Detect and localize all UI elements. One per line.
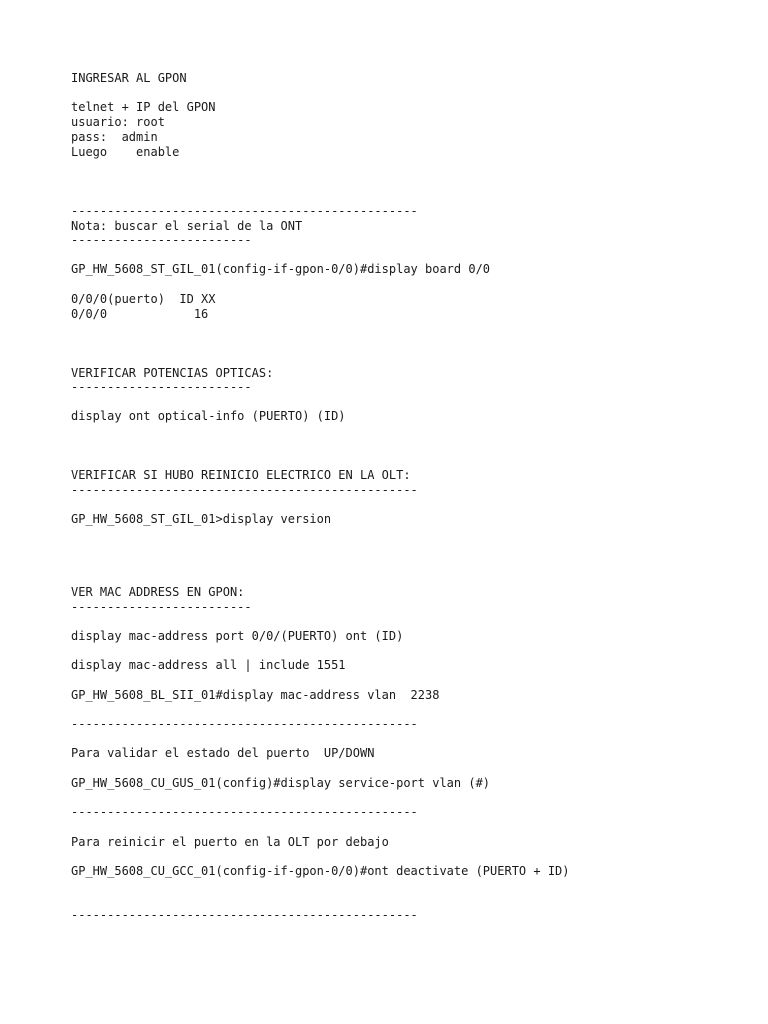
note-rule-top: ------------------------------------------------ [71,204,418,218]
board-header: 0/0/0(puerto) ID XX [71,292,216,306]
rule-after-port-state: ------------------------------------------------ [71,805,418,819]
reboot-rule: ------------------------------------------------ [71,483,418,497]
board-value: 0/0/0 16 [71,307,209,321]
reset-text: Para reinicir el puerto en la OLT por debajo [71,835,389,849]
rule-after-mac: ------------------------------------------------ [71,717,418,731]
mac-rule: ------------------------- [71,600,252,614]
notes-document [71,0,761,1024]
login-enable-line: Luego enable [71,145,180,159]
reboot-heading: VERIFICAR SI HUBO REINICIO ELECTRICO EN LA OLT: [71,468,411,482]
reboot-command: GP_HW_5608_ST_GIL_01>display version [71,512,332,526]
login-telnet-line: telnet + IP del GPON [71,100,216,114]
reset-command: GP_HW_5608_CU_GCC_01(config-if-gpon-0/0)#ont deactivate (PUERTO + ID) [71,864,570,878]
mac-command-port: display mac-address port 0/0/(PUERTO) ont (ID) [71,629,404,643]
login-user-line: usuario: root [71,115,165,129]
port-state-text: Para validar el estado del puerto UP/DOWN [71,746,375,760]
mac-command-vlan: GP_HW_5608_BL_SII_01#display mac-address vlan 2238 [71,688,440,702]
mac-heading: VER MAC ADDRESS EN GPON: [71,585,245,599]
note-text: Nota: buscar el serial de la ONT [71,219,303,233]
board-command: GP_HW_5608_ST_GIL_01(config-if-gpon-0/0)#display board 0/0 [71,262,491,276]
login-pass-line: pass: admin [71,130,158,144]
optical-command: display ont optical-info (PUERTO) (ID) [71,409,346,423]
port-state-command: GP_HW_5608_CU_GUS_01(config)#display service-port vlan (#) [71,776,491,790]
login-heading: INGRESAR AL GPON [71,71,187,85]
optical-heading: VERIFICAR POTENCIAS OPTICAS: [71,366,274,380]
rule-final: ------------------------------------------------ [71,908,418,922]
optical-rule: ------------------------- [71,380,252,394]
note-rule-bottom: ------------------------- [71,233,252,247]
mac-command-all: display mac-address all | include 1551 [71,658,346,672]
